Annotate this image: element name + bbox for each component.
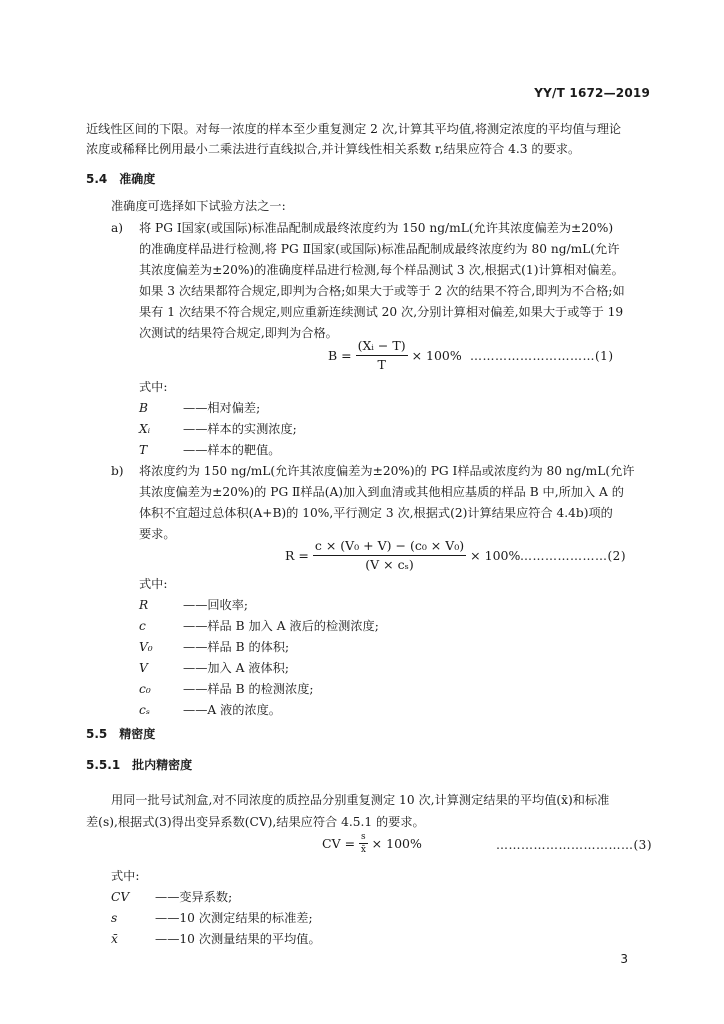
variable-definition bbox=[139, 419, 297, 439]
variable-description: ——样本的靶值。 bbox=[183, 443, 281, 457]
variable-description: ——相对偏差; bbox=[183, 401, 261, 415]
variable-symbol: x̄ bbox=[111, 932, 118, 946]
formula-3 bbox=[322, 832, 422, 855]
formula-rhs: × 100% bbox=[470, 548, 521, 563]
variable-definition bbox=[111, 929, 321, 949]
variable-symbol: Xᵢ bbox=[139, 422, 151, 436]
list-item-b-line: 将浓度约为 150 ng/mL(允许其浓度偏差为±20%)的 PG Ⅰ样品或浓度约为 80 ng/mL(允许 bbox=[139, 464, 635, 478]
section-title: 精密度 bbox=[119, 727, 156, 741]
standard-number: YY/T 1672—2019 bbox=[534, 86, 650, 100]
formula-rhs: × 100% bbox=[371, 836, 422, 851]
page-number: 3 bbox=[620, 952, 628, 966]
variable-definition bbox=[111, 908, 313, 928]
variable-description: ——回收率; bbox=[183, 598, 249, 612]
variable-symbol: V₀ bbox=[139, 640, 153, 654]
list-item-a-line: 次测试的结果符合规定,即判为合格。 bbox=[139, 326, 338, 340]
formula-1 bbox=[328, 338, 462, 373]
where-label: 式中: bbox=[139, 380, 168, 394]
variable-definition bbox=[139, 398, 260, 418]
list-item-b-line: 要求。 bbox=[139, 527, 176, 541]
variable-definition bbox=[139, 700, 281, 720]
section-title: 准确度 bbox=[119, 172, 156, 186]
variable-definition bbox=[139, 595, 248, 615]
variable-symbol: T bbox=[139, 443, 148, 457]
section-title: 批内精密度 bbox=[132, 758, 193, 772]
formula-rhs: × 100% bbox=[411, 348, 462, 363]
variable-symbol: cₛ bbox=[139, 703, 150, 717]
list-marker-b: b) bbox=[111, 464, 124, 478]
fraction-numerator: (Xᵢ − T) bbox=[356, 338, 408, 356]
variable-symbol: B bbox=[139, 401, 148, 415]
formula-fraction bbox=[356, 338, 408, 373]
formula-2 bbox=[285, 538, 520, 573]
section-heading-5-5-1 bbox=[86, 756, 192, 774]
section-number: 5.4 bbox=[86, 172, 108, 186]
section-number: 5.5 bbox=[86, 727, 108, 741]
variable-description: ——样本的实测浓度; bbox=[183, 422, 297, 436]
list-item-b-line: 其浓度偏差为±20%)的 PG Ⅱ样品(A)加入到血清或其他相应基质的样品 B 中,所加入 A 的 bbox=[139, 485, 624, 499]
variable-definition bbox=[139, 616, 379, 636]
where-label: 式中: bbox=[139, 577, 168, 591]
variable-symbol: V bbox=[139, 661, 148, 675]
list-item-a-line: 将 PG Ⅰ国家(或国际)标准品配制成最终浓度约为 150 ng/mL(允许其浓度偏差为±20%) bbox=[139, 221, 614, 235]
section-heading-5-4 bbox=[86, 170, 155, 188]
variable-definition bbox=[111, 887, 232, 907]
variable-symbol: c₀ bbox=[139, 682, 151, 696]
list-item-b-line: 体积不宜超过总体积(A+B)的 10%,平行测定 3 次,根据式(2)计算结果应符合 4.4b)项的 bbox=[139, 506, 613, 520]
equation-number: …………………(2) bbox=[520, 549, 626, 563]
list-item-a-line: 果有 1 次结果不符合规定,则应重新连续测试 20 次,分别计算相对偏差,如果大于或等于 19 bbox=[139, 305, 624, 319]
variable-symbol: CV bbox=[111, 890, 130, 904]
formula-fraction bbox=[313, 538, 466, 573]
variable-description: ——10 次测量结果的平均值。 bbox=[155, 932, 321, 946]
variable-description: ——样品 B 加入 A 液后的检测浓度; bbox=[183, 619, 379, 633]
variable-description: ——变异系数; bbox=[155, 890, 233, 904]
variable-description: ——A 液的浓度。 bbox=[183, 703, 281, 717]
paragraph-line: 近线性区间的下限。对每一浓度的样本至少重复测定 2 次,计算其平均值,将测定浓度的平均值与理论 bbox=[86, 122, 622, 136]
variable-symbol: R bbox=[139, 598, 149, 612]
variable-description: ——样品 B 的体积; bbox=[183, 640, 290, 654]
section-number: 5.5.1 bbox=[86, 758, 121, 772]
list-marker-a: a) bbox=[111, 221, 124, 235]
formula-lhs: B = bbox=[328, 348, 352, 363]
list-item-a-line: 如果 3 次结果都符合规定,即判为合格;如果大于或等于 2 次的结果不符合,即判为不合格;如 bbox=[139, 284, 625, 298]
section-heading-5-5 bbox=[86, 725, 155, 743]
variable-symbol: s bbox=[111, 911, 118, 925]
fraction-denominator: (V × cₛ) bbox=[365, 557, 414, 572]
variable-description: ——样品 B 的检测浓度; bbox=[183, 682, 314, 696]
formula-lhs: CV = bbox=[322, 836, 356, 851]
variable-definition bbox=[139, 658, 289, 678]
paragraph-line: 差(s),根据式(3)得出变异系数(CV),结果应符合 4.5.1 的要求。 bbox=[86, 815, 425, 829]
variable-description: ——加入 A 液体积; bbox=[183, 661, 289, 675]
variable-definition bbox=[139, 679, 314, 699]
fraction-denominator: T bbox=[377, 357, 386, 372]
formula-fraction bbox=[359, 832, 368, 855]
formula-lhs: R = bbox=[285, 548, 309, 563]
fraction-denominator: x̄ bbox=[360, 845, 366, 855]
paragraph-line: 浓度或稀释比例用最小二乘法进行直线拟合,并计算线性相关系数 r,结果应符合 4.3 的要求。 bbox=[86, 142, 581, 156]
fraction-numerator: s bbox=[361, 832, 366, 842]
fraction-numerator: c × (V₀ + V) − (c₀ × V₀) bbox=[313, 538, 466, 556]
variable-symbol: c bbox=[139, 619, 146, 633]
equation-number: ……………………………(3) bbox=[496, 838, 652, 852]
list-item-a-line: 其浓度偏差为±20%)的准确度样品进行检测,每个样品测试 3 次,根据式(1)计算相对偏差。 bbox=[139, 263, 624, 277]
list-item-a-line: 的准确度样品进行检测,将 PG Ⅱ国家(或国际)标准品配制成最终浓度约为 80 ng/mL(允许 bbox=[139, 242, 620, 256]
where-label: 式中: bbox=[111, 869, 140, 883]
paragraph-line: 用同一批号试剂盒,对不同浓度的质控品分别重复测定 10 次,计算测定结果的平均值(x̄)和标准 bbox=[111, 793, 610, 807]
variable-definition bbox=[139, 637, 289, 657]
equation-number: …………………………(1) bbox=[470, 349, 614, 363]
paragraph-line: 准确度可选择如下试验方法之一: bbox=[111, 199, 286, 213]
variable-description: ——10 次测定结果的标准差; bbox=[155, 911, 313, 925]
variable-definition bbox=[139, 440, 281, 460]
